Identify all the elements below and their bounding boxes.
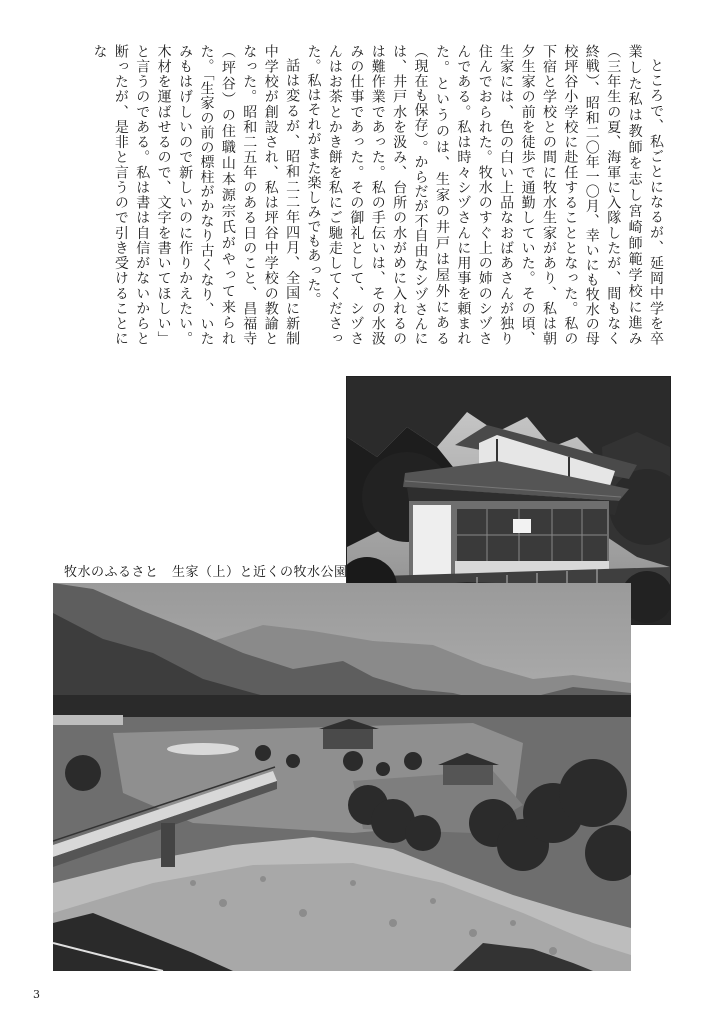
article-paragraph-2: 話は変るが、昭和二二年四月、全国に新制中学校が創設され、私は坪谷中学校の教諭となった。昭和二五年のある日のこと、昌福寺（坪谷）の住職山本源宗氏がやって来られた。「生家の前の標柱がかなり古くなり、いたみもはげしいので新しいのに作りかえたい。木材を運ばせるので、文字を書いてほしい」と言うのである。私は書は自信がないからと断ったが、是非と言うので引き受けることにな — [91, 44, 301, 346]
article-text — [46, 44, 666, 346]
photo-caption: 牧水のふるさと 生家（上）と近くの牧水公園 — [64, 565, 348, 580]
article-paragraph-1: ところで、私ごとになるが、延岡中学を卒業した私は教師を志し宮崎師範学校に進み（三年生の夏、海軍に入隊したが、間もなく終戦）、昭和二〇年一〇月、幸いにも牧水の母校坪谷小学校に赴任することとなった。私の下宿と学校との間に牧水生家があり、私は朝夕生家の前を徒歩で通勤していた。その頃、生家には、色の白い上品なおばあさんが独り住んでおられた。牧水のすぐ上の姉のシヅさんである。私は時々シヅさんに用事を頼まれた。というのは、生家の井戸は屋外にある（現在も保存）。からだが不自由なシヅさんには、井戸水を汲み、台所の水がめに入れるのは難作業であった。私の手伝いは、その水汲みの仕事であった。その御礼として、シヅさんはお茶とかき餅を私にご馳走してくださった。私はそれがまた楽しみでもあった。 — [305, 44, 664, 346]
bokusui-park-photo — [53, 583, 631, 971]
page-number: 3 — [33, 988, 40, 1001]
